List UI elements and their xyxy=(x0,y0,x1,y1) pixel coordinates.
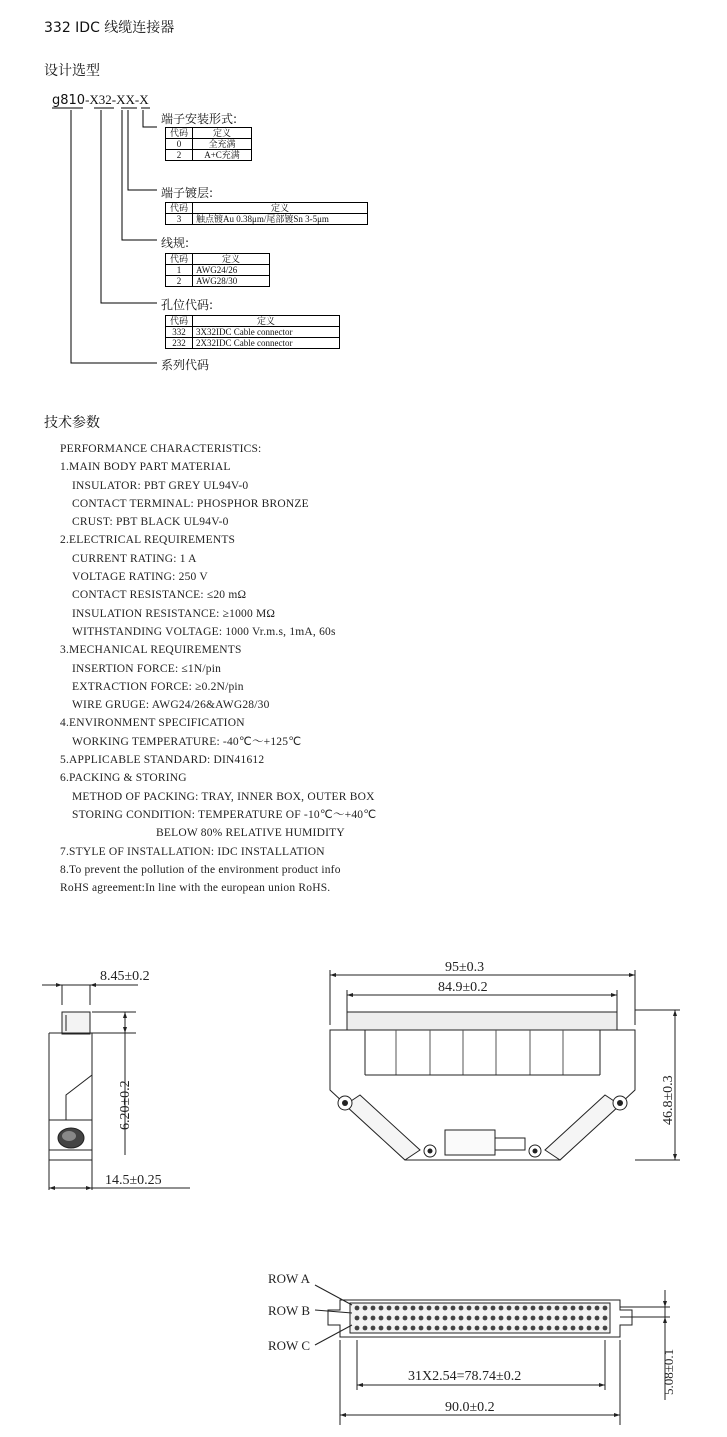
spec-line: 1.MAIN BODY PART MATERIAL xyxy=(60,461,231,474)
pin xyxy=(467,1306,472,1311)
table-cell: 3X32IDC Cable connector xyxy=(193,327,340,338)
spec-line: 2.ELECTRICAL REQUIREMENTS xyxy=(60,534,236,547)
plating-label: 端子镀层: xyxy=(161,186,214,200)
dim-side-base: 14.5±0.25 xyxy=(105,1173,162,1188)
part-code-series: g810 xyxy=(52,93,86,108)
table-cell: 触点镀Au 0.38μm/尾部镀Sn 3-5μm xyxy=(193,214,368,225)
pin xyxy=(355,1316,360,1321)
pin xyxy=(491,1306,496,1311)
spec-line: 7.STYLE OF INSTALLATION: IDC INSTALLATION xyxy=(60,845,325,858)
dim-bottom-overall: 90.0±0.2 xyxy=(445,1400,495,1415)
pin xyxy=(523,1306,528,1311)
table-head-def: 定义 xyxy=(193,128,252,139)
spec-line: WORKING TEMPERATURE: -40℃～+125℃ xyxy=(72,735,302,748)
pin xyxy=(555,1316,560,1321)
spec-line: 6.PACKING & STORING xyxy=(60,772,187,785)
pin xyxy=(395,1316,400,1321)
pin xyxy=(363,1306,368,1311)
pin xyxy=(403,1326,408,1331)
front-view-drawing xyxy=(320,955,690,1170)
part-code-suffix: -XX-X xyxy=(111,92,149,107)
pin xyxy=(379,1316,384,1321)
row-c-label: ROW C xyxy=(268,1338,311,1353)
spec-line: 5.APPLICABLE STANDARD: DIN41612 xyxy=(60,754,265,767)
series-label: 系列代码 xyxy=(161,358,210,372)
position-table xyxy=(165,315,340,349)
position-label: 孔位代码: xyxy=(161,298,214,312)
pin xyxy=(363,1316,368,1321)
pin xyxy=(387,1316,392,1321)
pin xyxy=(371,1316,376,1321)
pin xyxy=(491,1316,496,1321)
pin xyxy=(603,1316,608,1321)
pin xyxy=(419,1306,424,1311)
table-cell: 2X32IDC Cable connector xyxy=(193,338,340,349)
pin xyxy=(571,1316,576,1321)
pin xyxy=(563,1326,568,1331)
table-head-def: 定义 xyxy=(193,254,270,265)
pin xyxy=(603,1306,608,1311)
dim-bottom-height: 5.08±0.1 xyxy=(661,1348,676,1395)
table-cell: 232 xyxy=(166,338,193,349)
spec-line: INSULATION RESISTANCE: ≥1000 MΩ xyxy=(72,607,276,620)
pin xyxy=(483,1306,488,1311)
spec-line: 3.MECHANICAL REQUIREMENTS xyxy=(60,644,242,657)
spec-line: VOLTAGE RATING: 250 V xyxy=(72,571,208,584)
pin xyxy=(443,1316,448,1321)
pin xyxy=(547,1306,552,1311)
pin xyxy=(443,1306,448,1311)
pin xyxy=(443,1326,448,1331)
pin xyxy=(395,1306,400,1311)
table-head-code: 代码 xyxy=(166,203,193,214)
spec-line: CONTACT RESISTANCE: ≤20 mΩ xyxy=(72,589,247,602)
pin xyxy=(387,1326,392,1331)
pin xyxy=(451,1306,456,1311)
pin xyxy=(411,1306,416,1311)
pin xyxy=(427,1326,432,1331)
pin xyxy=(579,1316,584,1321)
pin xyxy=(451,1326,456,1331)
table-cell: 2 xyxy=(166,276,193,287)
pin xyxy=(587,1306,592,1311)
pin xyxy=(595,1306,600,1311)
spec-line: WITHSTANDING VOLTAGE: 1000 Vr.m.s, 1mA, 60s xyxy=(72,625,336,638)
pin xyxy=(587,1316,592,1321)
pin xyxy=(587,1326,592,1331)
side-view-drawing xyxy=(40,955,210,1195)
pin xyxy=(499,1306,504,1311)
table-cell: 0 xyxy=(166,139,193,150)
table-cell: 全充满 xyxy=(193,139,252,150)
table-cell: 332 xyxy=(166,327,193,338)
spec-line: EXTRACTION FORCE: ≥0.2N/pin xyxy=(72,680,244,693)
pin xyxy=(523,1316,528,1321)
pin xyxy=(355,1306,360,1311)
part-code-x1: -X xyxy=(85,92,99,107)
pin xyxy=(563,1306,568,1311)
pin xyxy=(467,1326,472,1331)
pin xyxy=(355,1326,360,1331)
spec-line: METHOD OF PACKING: TRAY, INNER BOX, OUTER BOX xyxy=(72,790,375,803)
section-selection-heading: 设计选型 xyxy=(44,63,100,79)
wire-table xyxy=(165,253,270,287)
pin xyxy=(507,1316,512,1321)
pin xyxy=(459,1306,464,1311)
table-cell: 3 xyxy=(166,214,193,225)
table-cell: AWG28/30 xyxy=(193,276,270,287)
pin xyxy=(427,1316,432,1321)
pin xyxy=(475,1316,480,1321)
pin xyxy=(555,1326,560,1331)
part-code-positions: 32 xyxy=(98,92,112,107)
pin xyxy=(563,1316,568,1321)
section-params-heading: 技术参数 xyxy=(44,415,100,431)
spec-line: INSERTION FORCE: ≤1N/pin xyxy=(72,662,222,675)
pin xyxy=(483,1316,488,1321)
spec-line: INSULATOR: PBT GREY UL94V-0 xyxy=(72,479,249,492)
table-head-code: 代码 xyxy=(166,316,193,327)
dim-side-height: 6.20±0.2 xyxy=(118,1080,133,1130)
row-a-label: ROW A xyxy=(268,1271,311,1286)
table-cell: A+C充满 xyxy=(193,150,252,161)
table-head-code: 代码 xyxy=(166,254,193,265)
dim-front-overall: 95±0.3 xyxy=(445,960,485,975)
pin xyxy=(419,1326,424,1331)
plating-table xyxy=(165,202,368,225)
pin xyxy=(515,1306,520,1311)
pin xyxy=(371,1326,376,1331)
spec-line: CRUST: PBT BLACK UL94V-0 xyxy=(72,516,229,529)
pin xyxy=(539,1306,544,1311)
pin xyxy=(435,1326,440,1331)
pin xyxy=(603,1326,608,1331)
spec-line: PERFORMANCE CHARACTERISTICS: xyxy=(60,443,262,455)
pin xyxy=(371,1306,376,1311)
pin xyxy=(539,1316,544,1321)
pin xyxy=(475,1306,480,1311)
spec-line: 8.To prevent the pollution of the environment product info xyxy=(60,863,341,876)
table-head-def: 定义 xyxy=(193,203,368,214)
pin xyxy=(507,1326,512,1331)
dim-front-height: 46.8±0.3 xyxy=(661,1075,676,1125)
pin xyxy=(491,1326,496,1331)
spec-line: RoHS agreement:In line with the european union RoHS. xyxy=(60,882,331,895)
pin xyxy=(379,1306,384,1311)
pin xyxy=(475,1326,480,1331)
pin xyxy=(451,1316,456,1321)
spec-line: WIRE GRUGE: AWG24/26&AWG28/30 xyxy=(72,699,270,712)
terminal-form-table xyxy=(165,127,252,161)
pin xyxy=(395,1326,400,1331)
dim-pitch: 31X2.54=78.74±0.2 xyxy=(408,1369,522,1384)
pin xyxy=(403,1316,408,1321)
spec-line: STORING CONDITION: TEMPERATURE OF -10℃～+40℃ xyxy=(72,808,377,821)
wire-label: 线规: xyxy=(161,236,190,250)
pin xyxy=(579,1326,584,1331)
pin xyxy=(531,1326,536,1331)
selection-leader-lines xyxy=(0,0,727,400)
pin xyxy=(595,1326,600,1331)
pin xyxy=(363,1326,368,1331)
pin xyxy=(579,1306,584,1311)
pin xyxy=(523,1326,528,1331)
pin xyxy=(467,1316,472,1321)
pin xyxy=(531,1316,536,1321)
pin xyxy=(459,1316,464,1321)
pin xyxy=(459,1326,464,1331)
pin xyxy=(547,1316,552,1321)
pin xyxy=(387,1306,392,1311)
dim-side-width: 8.45±0.2 xyxy=(100,969,150,984)
pin xyxy=(555,1306,560,1311)
pin xyxy=(515,1316,520,1321)
pin xyxy=(411,1326,416,1331)
pin xyxy=(547,1326,552,1331)
pin xyxy=(571,1306,576,1311)
pin xyxy=(531,1306,536,1311)
spec-list xyxy=(60,440,460,897)
pin xyxy=(499,1326,504,1331)
pin xyxy=(499,1316,504,1321)
terminal-form-label: 端子安装形式: xyxy=(161,112,238,126)
table-head-code: 代码 xyxy=(166,128,193,139)
pin xyxy=(379,1326,384,1331)
row-b-label: ROW B xyxy=(268,1303,311,1318)
table-cell: 2 xyxy=(166,150,193,161)
spec-line: 4.ENVIRONMENT SPECIFICATION xyxy=(60,717,245,730)
spec-line: CURRENT RATING: 1 A xyxy=(72,552,197,565)
pin xyxy=(435,1316,440,1321)
table-head-def: 定义 xyxy=(193,316,340,327)
pin xyxy=(427,1306,432,1311)
dim-front-inner: 84.9±0.2 xyxy=(438,980,488,995)
pin xyxy=(419,1316,424,1321)
pin xyxy=(483,1326,488,1331)
pin xyxy=(411,1316,416,1321)
pin xyxy=(435,1306,440,1311)
spec-line: BELOW 80% RELATIVE HUMIDITY xyxy=(156,827,345,840)
pin xyxy=(539,1326,544,1331)
pin xyxy=(595,1316,600,1321)
pin xyxy=(515,1326,520,1331)
table-cell: 1 xyxy=(166,265,193,276)
pin xyxy=(571,1326,576,1331)
pin xyxy=(403,1306,408,1311)
page-title: 332 IDC 线缆连接器 xyxy=(44,20,175,36)
spec-line: CONTACT TERMINAL: PHOSPHOR BRONZE xyxy=(72,497,309,510)
pin xyxy=(507,1306,512,1311)
row-view-drawing xyxy=(260,1265,690,1435)
table-cell: AWG24/26 xyxy=(193,265,270,276)
